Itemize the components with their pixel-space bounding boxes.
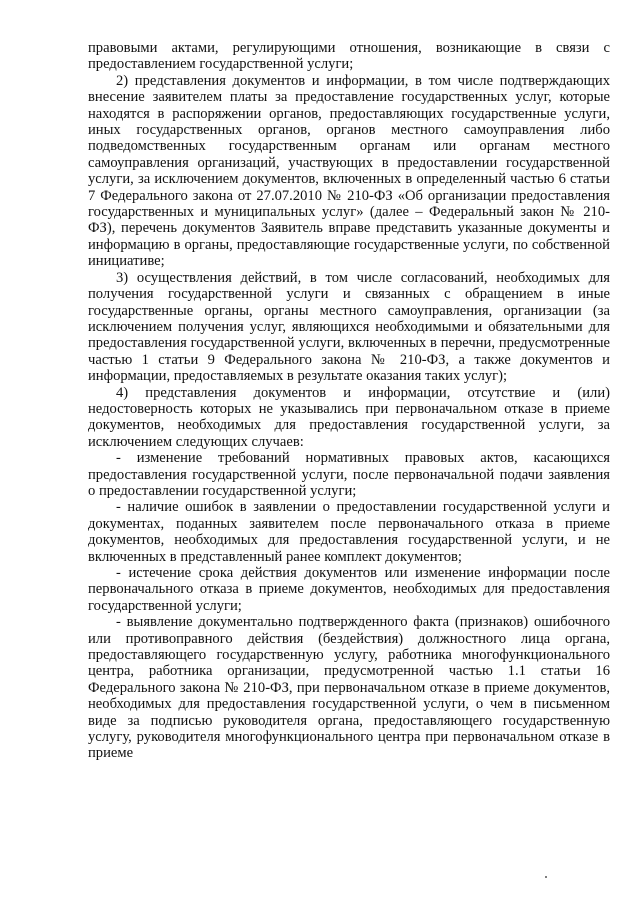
paragraph-case-expiry: - истечение срока действия документов или изменение информации после первоначального отказа в приеме документов, необходимых для предоставления государственной услуги;: [88, 565, 610, 614]
document-body: [88, 40, 610, 762]
paragraph-legal-acts: правовыми актами, регулирующими отношения, возникающие в связи с предоставлением государственной услуги;: [88, 40, 610, 73]
scan-speck: [545, 876, 547, 878]
paragraph-case-misconduct: - выявление документально подтвержденного факта (признаков) ошибочного или противоправного действия (бездействия) должностного лица органа, предоставляющего государственную услугу, работника многофункционального центра, работника организации, предусмотренной частью 1.1 статьи 16 Федерального закона № 210-ФЗ, при первоначальном отказе в приеме документов, необходимых для предоставления государственной услуги, о чем в письменном виде за подписью руководителя органа, предоставляющего государственную услугу, руководителя многофункционального центра при первоначальном отказе в приеме: [88, 614, 610, 762]
paragraph-item-3: 3) осуществления действий, в том числе согласований, необходимых для получения государственной услуги и связанных с обращением в иные государственные органы, органы местного самоуправления, организации (за исключением получения услуг, являющихся необходимыми и обязательными для предоставления государственной услуги, включенных в перечни, предусмотренные частью 1 статьи 9 Федерального закона № 210-ФЗ, а также документов и информации, предоставляемых в результате оказания таких услуг);: [88, 269, 610, 385]
paragraph-case-requirements-change: - изменение требований нормативных правовых актов, касающихся предоставления государственной услуги, после первоначальной подачи заявления о предоставлении государственной услуги;: [88, 450, 610, 499]
paragraph-item-4: 4) представления документов и информации, отсутствие и (или) недостоверность которых не указывались при первоначальном отказе в приеме документов, необходимых для предоставления государственной услуги, за исключением следующих случаев:: [88, 384, 610, 450]
paragraph-item-2: 2) представления документов и информации, в том числе подтверждающих внесение заявителем платы за предоставление государственных услуг, которые находятся в распоряжении органов, предоставляющих государственные услуги, иных государственных органов, органов местного самоуправления либо подведомственных государственным органам или органам местного самоуправления организаций, участвующих в предоставлении государственной услуги, за исключением документов, включенных в определенный частью 6 статьи 7 Федерального закона от 27.07.2010 № 210-ФЗ «Об организации предоставления государственных и муниципальных услуг» (далее – Федеральный закон № 210-ФЗ), перечень документов Заявитель вправе представить указанные документы и информацию в органы, предоставляющие государственные услуги, по собственной инициативе;: [88, 72, 610, 270]
paragraph-case-errors: - наличие ошибок в заявлении о предоставлении государственной услуги и документах, поданных заявителем после первоначального отказа в приеме документов, необходимых для предоставления государственной услуги, и не включенных в представленный ранее комплект документов;: [88, 499, 610, 565]
